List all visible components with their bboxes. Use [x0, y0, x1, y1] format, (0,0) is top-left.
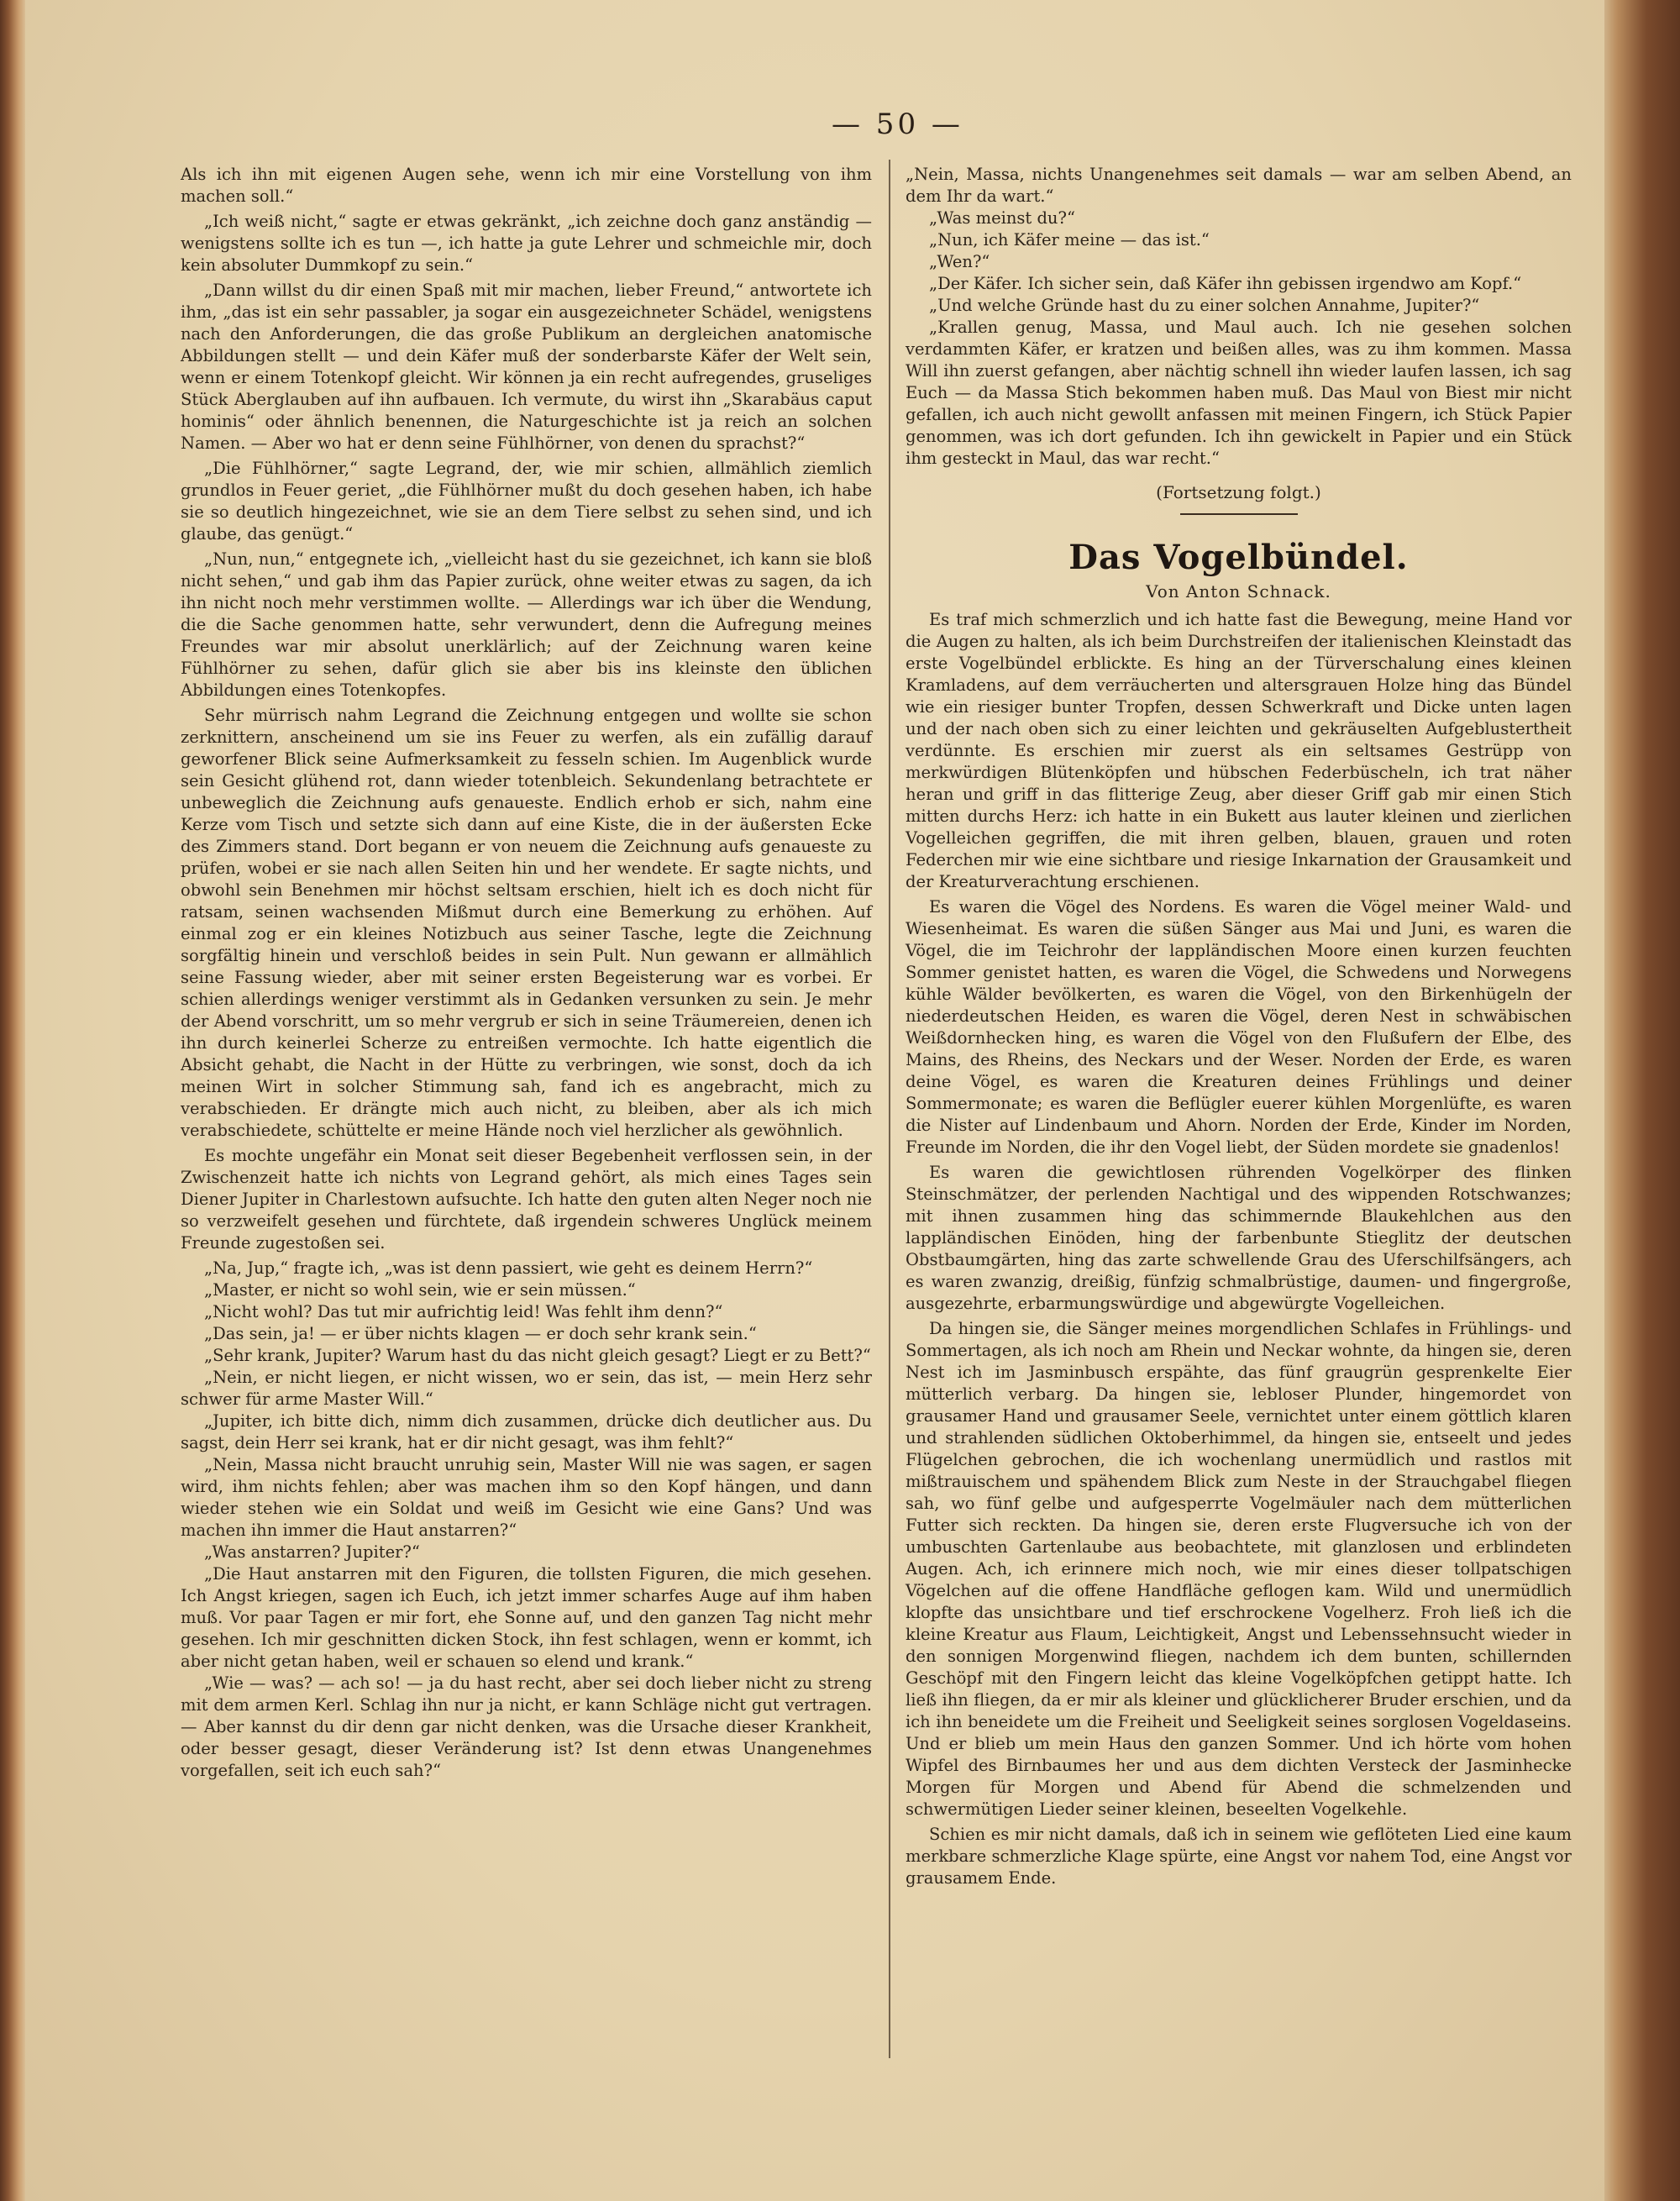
paragraph: Es waren die gewichtlosen rührenden Vogelkörper des flinken Steinschmätzer, der perlenden Nachtigal und des wippenden Rotschwanzes; mit ihnen zusammen hing das schimmernde Blaukehlchen aus den lappländischen Einöden, hing der farbenbunte Stieglitz der deutschen Obstbaumgärten, hing das zarte schwellende Grau des Uferschilfsängers, ach es waren zwanzig, dreißig, fünfzig schmalbrüstige, daumen- und fingergroße, ausgezehrte, erbarmungswürdige und abgewürgte Vogelleichen. [906, 1163, 1572, 1313]
continuation-note: (Fortsetzung folgt.) [1156, 482, 1321, 502]
paragraph: „Wen?“ [929, 252, 990, 271]
paragraph: „Master, er nicht so wohl sein, wie er sein müssen.“ [204, 1280, 636, 1300]
paragraph: „Die Fühlhörner,“ sagte Legrand, der, wie mir schien, allmählich ziemlich grundlos in Feuer geriet, „die Fühlhörner mußt du doch gesehen haben, ich habe sie so deutlich hingezeichnet, wie sie an dem Tiere selbst zu sehen sind, und ich glaube, das genügt.“ [181, 459, 872, 544]
paragraph: „Nicht wohl? Das tut mir aufrichtig leid! Was fehlt ihm denn?“ [204, 1302, 723, 1321]
paragraph: Es waren die Vögel des Nordens. Es waren die Vögel meiner Wald- und Wiesenheimat. Es waren die süßen Sänger aus Mai und Juni, es waren die Vögel, die im Teichrohr der lappländischen Moore einen kurzen feuchten Sommer genistet hatten, es waren die Vögel, die Schwedens und Norwegens kühle Wälder bevölkerten, es waren die Vögel, von den Birkenhügeln der niederdeutschen Heiden, es waren die Vögel, deren Nest in schwäbischen Weißdornhecken hing, es waren die Vögel von den Flußufern der Elbe, des Mains, des Rheins, des Neckars und der Weser. Norden der Erde, es waren deine Vögel, es waren die Kreaturen deines Frühlings und deiner Sommermonate; es waren die Beflügler euerer kühlen Morgenlüfte, es waren die Nister auf Lindenbaum und Ahorn. Norden der Erde, Kinder im Norden, Freunde im Norden, die ihr den Vogel liebt, der Süden mordete sie gnadenlos! [906, 897, 1572, 1157]
paragraph: „Das sein, ja! — er über nichts klagen — er doch sehr krank sein.“ [204, 1324, 757, 1343]
paragraph: „Nein, Massa, nichts Unangenehmes seit damals — war am selben Abend, an dem Ihr da wart.“ [906, 165, 1572, 206]
paragraph: Sehr mürrisch nahm Legrand die Zeichnung entgegen und wollte sie schon zerknittern, anscheinend um sie ins Feuer zu werfen, als ein zufällig darauf geworfener Blick seine Aufmerksamkeit zu fesseln schien. Im Augenblick wurde sein Gesicht glühend rot, dann wieder totenbleich. Sekundenlang betrachtete er unbeweglich die Zeichnung aufs genaueste. Endlich erhob er sich, nahm eine Kerze vom Tisch und setzte sich dann auf eine Kiste, die in der äußersten Ecke des Zimmers stand. Dort begann er von neuem die Zeichnung aufs genaueste zu prüfen, wobei er sie nach allen Seiten hin und her wendete. Er sagte nichts, und obwohl sein Benehmen mir höchst seltsam erschien, hielt ich es doch nicht für ratsam, seinen wachsenden Mißmut durch eine Bemerkung zu erhöhen. Auf einmal zog er ein kleines Notizbuch aus seiner Tasche, legte die Zeichnung sorgfältig hinein und verschloß beides in sein Pult. Nun gewann er allmählich seine Fassung wieder, aber mit seiner ersten Begeisterung war es vorbei. Er schien allerdings weniger verstimmt als in Gedanken versunken zu sein. Je mehr der Abend vorschritt, um so mehr vergrub er sich in seine Träumereien, denen ich ihn durch keinerlei Scherze zu entreißen vermochte. Ich hatte eigentlich die Absicht gehabt, die Nacht in der Hütte zu verbringen, wie sonst, doch da ich meinen Wirt in solcher Stimmung sah, fand ich es angebracht, mich zu verabschieden. Er drängte mich auch nicht, zu bleiben, aber als ich mich verabschiedete, schüttelte er meine Hände noch viel herzlicher als gewöhnlich. [181, 706, 872, 1140]
paragraph: „Jupiter, ich bitte dich, nimm dich zusammen, drücke dich deutlicher aus. Du sagst, dein Herr sei krank, hat er dir nicht gesagt, was ihm fehlt?“ [181, 1411, 872, 1452]
paragraph: Als ich ihn mit eigenen Augen sehe, wenn ich mir eine Vorstellung von ihm machen soll.“ [181, 165, 872, 206]
paragraph: „Dann willst du dir einen Spaß mit mir machen, lieber Freund,“ antwortete ich ihm, „das ist ein sehr passabler, ja sogar ein ausgezeichneter Schädel, wenigstens nach den Anforderungen, die das große Publikum an dergleichen anatomische Abbildungen stellt — und dein Käfer muß der sonderbarste Käfer der Welt sein, wenn er einem Totenkopf gleicht. Wir können ja ein recht aufregendes, gruseliges Stück Aberglauben auf ihn aufbauen. Ich vermute, du wirst ihn „Skarabäus caput hominis“ oder ähnlich benennen, die Naturgeschichte ist ja reich an solchen Namen. — Aber wo hat er denn seine Fühlhörner, von denen du sprachst?“ [181, 281, 872, 453]
paragraph: „Nein, er nicht liegen, er nicht wissen, wo er sein, das ist, — mein Herz sehr schwer für arme Master Will.“ [181, 1368, 872, 1409]
page-number: — 50 — [832, 108, 963, 141]
paragraph: Schien es mir nicht damals, daß ich in seinem wie geflöteten Lied eine kaum merkbare schmerzliche Klage spürte, eine Angst vor nahem Tod, eine Angst vor grausamem Ende. [906, 1825, 1572, 1888]
paragraph: „Wie — was? — ach so! — ja du hast recht, aber sei doch lieber nicht zu streng mit dem armen Kerl. Schlag ihn nur ja nicht, er kann Schläge nicht gut vertragen. — Aber kannst du dir denn gar nicht denken, was die Ursache dieser Krankheit, oder besser gesagt, dieser Veränderung ist? Ist denn etwas Unangenehmes vorgefallen, seit ich euch sah?“ [181, 1673, 872, 1780]
paragraph: „Ich weiß nicht,“ sagte er etwas gekränkt, „ich zeichne doch ganz anständig — wenigstens sollte ich es tun —, ich hatte ja gute Lehrer und schmeichle mir, doch kein absoluter Dummkopf zu sein.“ [181, 212, 872, 275]
paragraph: „Nein, Massa nicht braucht unruhig sein, Master Will nie was sagen, er sagen wird, ihm nichts fehlen; aber was machen ihm so den Kopf hängen, und dann wieder stehen wie ein Soldat und weiß im Gesicht wie eine Gans? Und was machen ihn immer die Haut anstarren?“ [181, 1455, 872, 1540]
paragraph: „Was meinst du?“ [929, 208, 1075, 228]
paragraph: „Nun, nun,“ entgegnete ich, „vielleicht hast du sie gezeichnet, ich kann sie bloß nicht sehen,“ und gab ihm das Papier zurück, ohne weiter etwas zu sagen, da ich ihn nicht noch mehr verstimmen wollte. — Allerdings war ich über die Wendung, die die Sache genommen hatte, sehr verwundert, denn die Aufregung meines Freundes war mir absolut unerklärlich; auf der Zeichnung waren keine Fühlhörner zu sehen, dafür glich sie aber bis ins kleinste den üblichen Abbildungen eines Totenkopfes. [181, 549, 872, 700]
paragraph: „Und welche Gründe hast du zu einer solchen Annahme, Jupiter?“ [929, 296, 1480, 315]
separator-rule [1180, 513, 1298, 515]
paragraph: „Krallen genug, Massa, und Maul auch. Ich nie gesehen solchen verdammten Käfer, er kratzen und beißen alles, was zu ihm kommen. Massa Will ihn zuerst gefangen, aber nächtig schnell ihn wieder laufen lassen, ich sag Euch — da Massa Stich bekommen haben muß. Das Maul von Biest mir nicht gefallen, ich auch nicht gewollt anfassen mit meinen Fingern, ich Stück Papier genommen, was ich dort gefunden. Ich ihn gewickelt in Papier und ein Stück ihm gesteckt in Maul, das war recht.“ [906, 318, 1572, 468]
story-title: Das Vogelbündel. [1068, 538, 1409, 577]
paragraph: „Nun, ich Käfer meine — das ist.“ [929, 230, 1210, 250]
column-divider [889, 160, 890, 2058]
story-author: Von Anton Schnack. [1146, 581, 1331, 601]
left-column [181, 164, 872, 1782]
paragraph: „Na, Jup,“ fragte ich, „was ist denn passiert, wie geht es deinem Herrn?“ [204, 1258, 813, 1278]
paragraph: Da hingen sie, die Sänger meines morgendlichen Schlafes in Frühlings- und Sommertagen, als ich noch am Rhein und Neckar wohnte, da hingen sie, deren Nest ich im Jasminbusch erspähte, das fünf graugrün gesprenkelte Eier mütterlich verbarg. Da hingen sie, lebloser Plunder, hingemordet von grausamer Hand und grausamer Seele, vernichtet unter einem göttlich klaren und strahlenden südlichen Oktoberhimmel, da hingen sie, entseelt und jedes Flügelchen gebrochen, die ich wochenlang unermüdlich und rastlos mit mißtrauischem und spähendem Blick zum Neste in der Strauchgabel fliegen sah, wo fünf gelbe und aufgesperrte Vogelmäuler nach dem mütterlichen Futter sich reckten. Da hingen sie, deren erste Flugversuche ich von der umbuschten Gartenlaube aus beobachtete, mit glanzlosen und erblindeten Augen. Ach, ich erinnere mich noch, wie mir eines dieser tollpatschigen Vögelchen auf die offene Handfläche geflogen kam. Wild und unermüdlich klopfte das unsichtbare und tief erschrockene Vogelherz. Froh ließ ich die kleine Kreatur aus Flaum, Leichtigkeit, Angst und Lebenssehnsucht wieder in den sonnigen Morgenwind fliegen, nachdem ich dem bunten, schillernden Geschöpf mit den Fingern leicht das kleine Vogelköpfchen getippt hatte. Ich ließ ihn fliegen, da er mir als kleiner und glücklicherer Bruder erschien, und da ich ihn beneidete um die Freiheit und Seeligkeit seines sorglosen Vogeldaseins. Und er blieb um mein Haus den ganzen Sommer. Und ich hörte vom hohen Wipfel des Birnbaumes her und aus dem dichten Versteck der Jasminhecke Morgen für Morgen und Abend für Abend die schmelzenden und schwermütigen Lieder seiner kleinen, beseelten Vogelkehle. [906, 1319, 1572, 1819]
paragraph: „Sehr krank, Jupiter? Warum hast du das nicht gleich gesagt? Liegt er zu Bett?“ [204, 1346, 871, 1365]
paragraph: Es traf mich schmerzlich und ich hatte fast die Bewegung, meine Hand vor die Augen zu halten, als ich beim Durchstreifen der italienischen Kleinstadt das erste Vogelbündel erblickte. Es hing an der Türverschalung eines kleinen Kramladens, auf dem verräucherten und altersgrauen Holze hing das Bündel wie ein riesiger bunter Tropfen, dessen Schwerkraft und Dicke unten lagen und der nach oben sich zu einer leichten und gekräuselten Aufgeblustertheit verdünnte. Es erschien mir zuerst als ein seltsames Gestrüpp von merkwürdigen Blütenköpfen und hübschen Federbüscheln, ich trat näher heran und griff in das flitterige Zeug, aber dieser Griff gab mir einen Stich mitten durchs Herz: ich hatte in ein Bukett aus lauter kleinen und zierlichen Vogelleichen gegriffen, die mit ihren gelben, blauen, grauen und roten Federchen mir wie eine sichtbare und riesige Inkarnation der Grausamkeit und der Kreaturverachtung erschienen. [906, 610, 1572, 891]
right-column [906, 164, 1572, 1893]
paragraph: „Was anstarren? Jupiter?“ [204, 1542, 420, 1562]
paragraph: Es mochte ungefähr ein Monat seit dieser Begebenheit verflossen sein, in der Zwischenzeit hatte ich nichts von Legrand gehört, als mich eines Tages sein Diener Jupiter in Charlestown aufsuchte. Ich hatte den guten alten Neger noch nie so verzweifelt gesehen und fürchtete, daß irgendein schweres Unglück meinem Freunde zugestoßen sei. [181, 1146, 872, 1253]
paragraph: „Der Käfer. Ich sicher sein, daß Käfer ihn gebissen irgendwo am Kopf.“ [929, 274, 1522, 293]
paragraph: „Die Haut anstarren mit den Figuren, die tollsten Figuren, die mich gesehen. Ich Angst kriegen, sagen ich Euch, ich jetzt immer scharfes Auge auf ihm haben muß. Vor paar Tagen er mir fort, ehe Sonne auf, und den ganzen Tag nicht mehr gesehen. Ich mir geschnitten dicken Stock, ihn fest schlagen, wenn er kommt, ich aber nicht getan haben, weil er schauen so elend und krank.“ [181, 1564, 872, 1671]
